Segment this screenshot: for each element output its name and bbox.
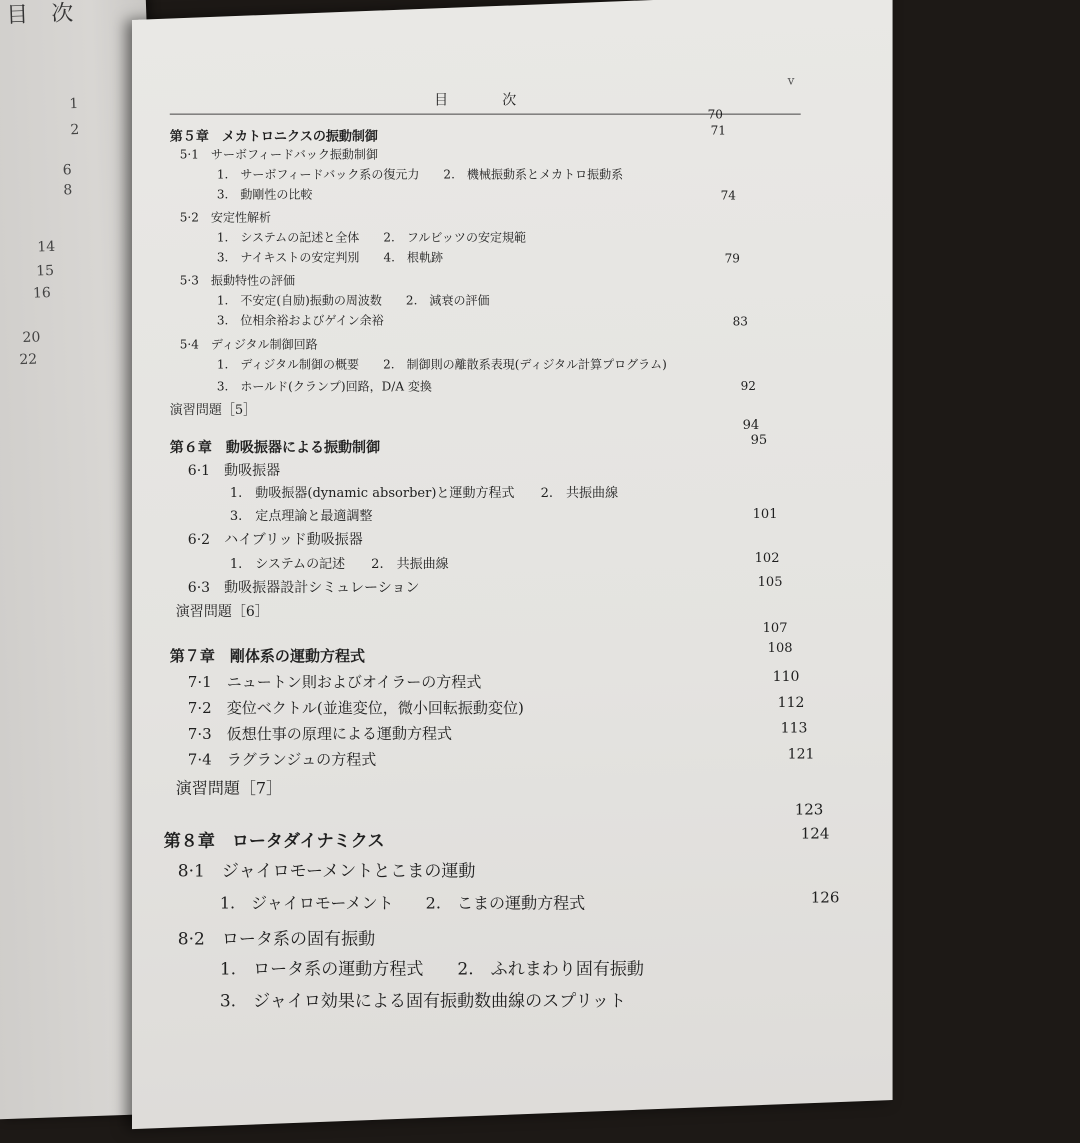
- toc-chapter-title: 第５章 メカトロニクスの振動制御: [170, 126, 378, 145]
- toc-subsection-line: 3. ジャイロ効果による固有振動数曲線のスプリット: [220, 986, 626, 1011]
- page-header: 目 次: [170, 90, 801, 115]
- book-page: [132, 0, 893, 1129]
- previous-page-number: 1: [69, 96, 78, 112]
- toc-subsection-line: 3. 位相余裕およびゲイン余裕: [217, 311, 384, 328]
- toc-chapter-title: 第７章 剛体系の運動方程式: [170, 645, 365, 666]
- toc-page-number: 79: [725, 251, 740, 265]
- toc-page-number: 71: [711, 124, 726, 138]
- toc-section-title: 6·3 動吸振器設計シミュレーション: [188, 577, 420, 597]
- toc-section-title: 8·1 ジャイロモーメントとこまの運動: [178, 857, 476, 882]
- toc-section-title: 5·1 サーボフィードバック振動制御: [180, 146, 378, 163]
- toc-page-number: 126: [811, 889, 840, 907]
- page-content: [132, 6, 893, 1114]
- previous-page-number: 16: [33, 285, 51, 302]
- toc-subsection-line: 3. 定点理論と最適調整: [230, 505, 373, 524]
- toc-subsection-line: 1. ディジタル制御の概要 2. 制御則の離散系表現(ディジタル計算プログラム): [217, 355, 667, 372]
- toc-section-title: 7·3 仮想仕事の原理による運動方程式: [188, 723, 452, 744]
- toc-page-number: 74: [721, 189, 736, 203]
- toc-page-number: 110: [773, 669, 800, 685]
- previous-page-number: 20: [22, 329, 40, 346]
- toc-exercise-entry: 演習問題［5］: [170, 399, 256, 418]
- toc-subsection-line: 3. 動剛性の比較: [217, 186, 313, 203]
- page-roman-numeral: v: [788, 74, 795, 88]
- toc-page-number: 94: [743, 418, 760, 433]
- previous-page-number: 22: [19, 352, 37, 369]
- toc-page-number: 92: [741, 379, 756, 393]
- toc-page-number: 107: [763, 621, 788, 636]
- toc-subsection-line: 1. サーボフィードバック系の復元力 2. 機械振動系とメカトロ振動系: [217, 166, 623, 183]
- toc-page-number: 124: [801, 825, 830, 843]
- toc-subsection-line: 1. システムの記述 2. 共振曲線: [230, 553, 449, 572]
- toc-page-number: 105: [758, 575, 783, 590]
- toc-chapter-title: 第８章 ロータダイナミクス: [164, 827, 385, 852]
- toc-page-number: 108: [768, 641, 793, 656]
- toc-section-title: 7·2 変位ベクトル(並進変位，微小回転振動変位): [188, 697, 524, 718]
- toc-section-title: 7·1 ニュートン則およびオイラーの方程式: [188, 671, 482, 692]
- toc-page-number: 101: [753, 507, 778, 522]
- toc-exercise-entry: 演習問題［6］: [176, 601, 269, 621]
- previous-page-title: 目 次: [6, 0, 82, 29]
- previous-page-number: 8: [63, 182, 72, 198]
- previous-page-number: 6: [62, 162, 71, 178]
- toc-section-title: 5·4 ディジタル制御回路: [180, 335, 318, 352]
- toc-subsection-line: 1. 不安定(自励)振動の周波数 2. 減衰の評価: [217, 291, 490, 308]
- toc-page-number: 70: [708, 108, 723, 122]
- toc-page-number: 95: [751, 433, 768, 448]
- toc-section-title: 5·3 振動特性の評価: [180, 271, 295, 288]
- toc-chapter-title: 第６章 動吸振器による振動制御: [170, 437, 380, 457]
- toc-section-title: 6·1 動吸振器: [188, 460, 280, 480]
- previous-page-number: 15: [36, 263, 54, 280]
- toc-page-number: 121: [788, 747, 815, 763]
- toc-section-title: 7·4 ラグランジュの方程式: [188, 749, 376, 770]
- toc-page-number: 83: [733, 314, 748, 328]
- toc-subsection-line: 3. ナイキストの安定判別 4. 根軌跡: [217, 248, 443, 265]
- toc-page-number: 112: [778, 695, 805, 711]
- toc-subsection-line: 1. 動吸振器(dynamic absorber)と運動方程式 2. 共振曲線: [230, 482, 618, 501]
- toc-section-title: 5·2 安定性解析: [180, 209, 271, 226]
- previous-page-number: 14: [37, 239, 55, 256]
- toc-section-title: 6·2 ハイブリッド動吸振器: [188, 529, 363, 549]
- toc-subsection-line: 1. システムの記述と全体 2. フルビッツの安定規範: [217, 228, 526, 245]
- toc-page-number: 123: [795, 801, 824, 819]
- previous-page-number: 2: [70, 122, 79, 138]
- toc-section-title: 8·2 ロータ系の固有振動: [178, 924, 375, 949]
- toc-subsection-line: 1. ジャイロモーメント 2. こまの運動方程式: [220, 891, 585, 914]
- toc-page-number: 113: [781, 721, 808, 737]
- toc-subsection-line: 3. ホールド(クランプ)回路，D/A 変換: [217, 377, 432, 394]
- toc-subsection-line: 1. ロータ系の運動方程式 2. ふれまわり固有振動: [220, 954, 644, 979]
- toc-exercise-entry: 演習問題［7］: [176, 776, 282, 799]
- toc-page-number: 102: [755, 551, 780, 566]
